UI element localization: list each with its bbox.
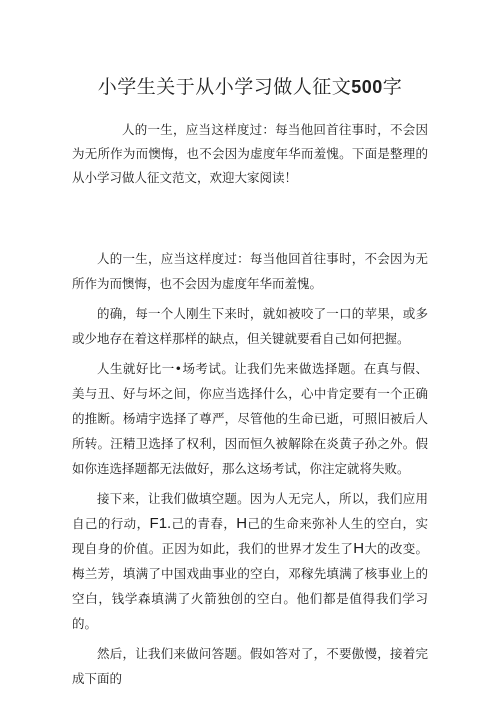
title-number: 500	[351, 77, 383, 97]
paragraph-4	[72, 486, 428, 636]
paragraph-1: 人的一生，应当这样度过：每当他回首往事时，不会因为无所作为而懊悔，也不会因为虚度年华而羞愧。	[72, 251, 428, 291]
paragraph-4-latin-1: F1.	[149, 515, 172, 532]
paragraph-2: 的确，每一个人刚生下来时，就如被咬了一口的苹果，或多或少地存在着这样那样的缺点，但关键就要看自己如何把握。	[72, 306, 428, 346]
intro-paragraph: 人的一生，应当这样度过：每当他回首往事时，不会因为无所作为而懊悔，也不会因为虚度年华而羞愧。下面是整理的从小学习做人征文范文，欢迎大家阅读！	[72, 122, 428, 185]
body-text	[72, 246, 428, 696]
paragraph-4-part-1: 接下来，让我们做填空题。因为人无完人，所以，我们应用自己的行动，	[72, 491, 428, 531]
paragraph-3: 人生就好比一•场考试。让我们先来做选择题。在真与假、美与丑、好与坏之间，你应当选择什么，心中肯定要有一个正确的推断。杨靖宇选择了尊严，尽管他的生命已逝，可照旧被后人所转。汪精卫选择了权利，因而恒久被解除在炎黄子孙之外。假如你连选择题都无法做好，那么这场考试，你注定就将失败。	[72, 361, 428, 476]
paragraph-4-latin-3: H	[353, 540, 365, 557]
document-title	[0, 74, 500, 100]
title-text: 小学生关于从小学习做人征文	[97, 76, 352, 98]
title-suffix: 字	[382, 76, 403, 98]
paragraph-5: 然后，让我们来做问答题。假如答对了，不要傲慢，接着完成下面的	[72, 646, 428, 686]
paragraph-4-part-3: 己的生命来弥补人生的空白，实现自身的价值。正因为如此，我们的世界才发生了	[72, 516, 428, 556]
paragraph-4-part-4: 大的改变。梅兰芳，填满了中国戏曲事业的空白，邓稼先填满了核事业上的空白，钱学森填满了火箭独创的空白。他们都是值得我们学习的。	[72, 541, 428, 631]
paragraph-4-part-2: 己的青春，	[171, 516, 237, 531]
paragraph-4-latin-2: H	[236, 515, 248, 532]
